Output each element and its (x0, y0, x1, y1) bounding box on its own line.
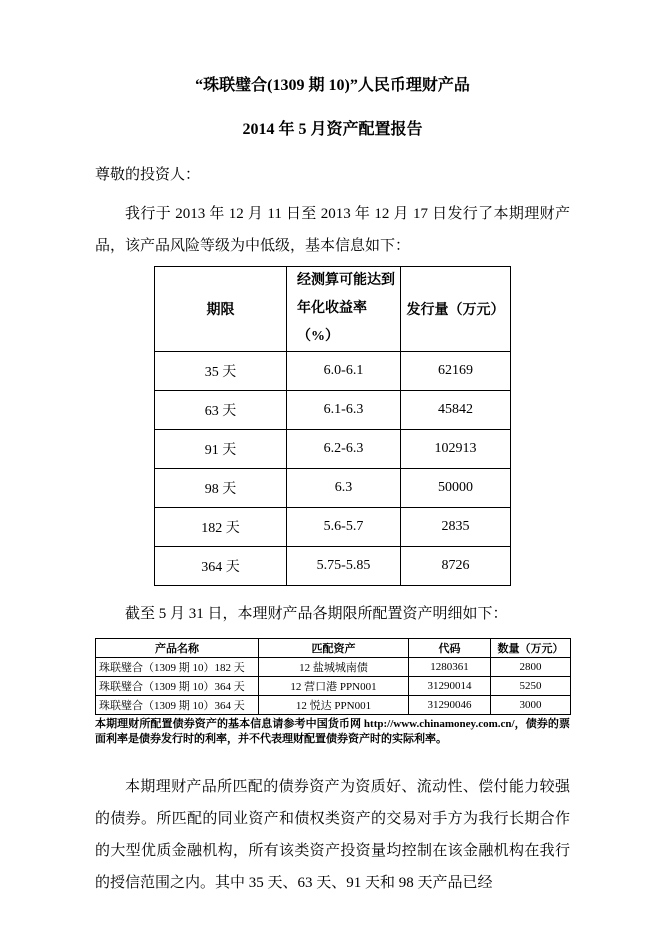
paragraph-issue-info: 我行于 2013 年 12 月 11 日至 2013 年 12 月 17 日发行了本期理财产品，该产品风险等级为中低级，基本信息如下： (95, 206, 570, 254)
cell-term: 98 天 (155, 469, 287, 508)
cell-code: 31290014 (409, 677, 491, 696)
cell-volume: 50000 (401, 469, 511, 508)
paragraph-allocation-intro: 截至 5 月 31 日，本理财产品各期限所配置资产明细如下： (125, 606, 508, 622)
table-row (155, 547, 511, 586)
cell-product-name: 珠联璧合（1309 期 10）182 天 (96, 658, 259, 677)
paragraph-analysis: 本期理财产品所匹配的债券资产为资质好、流动性、偿付能力较强的债券。所匹配的同业资产和债权类资产的交易对手方为我行长期合作的大型优质金融机构，所有该类资产投资量均控制在该金融机构在我行的授信范围之内。其中 35 天、63 天、91 天和 98 天产品已经 (95, 779, 570, 891)
doc-subtitle: 2014 年 5 月资产配置报告 (242, 121, 423, 138)
header-estimated-yield: 经测算可能达到年化收益率 （%） (287, 267, 401, 352)
table-row (96, 677, 571, 696)
table-row (155, 352, 511, 391)
cell-quantity: 2800 (491, 658, 571, 677)
cell-term: 63 天 (155, 391, 287, 430)
asset-allocation-table (95, 638, 571, 715)
cell-term: 182 天 (155, 508, 287, 547)
cell-volume: 45842 (401, 391, 511, 430)
cell-product-name: 珠联璧合（1309 期 10）364 天 (96, 696, 259, 715)
cell-quantity: 3000 (491, 696, 571, 715)
header-term: 期限 (155, 267, 287, 352)
cell-volume: 102913 (401, 430, 511, 469)
cell-volume: 62169 (401, 352, 511, 391)
table-row (155, 430, 511, 469)
cell-yield: 6.2-6.3 (287, 430, 401, 469)
table-header-row (155, 267, 511, 352)
greeting: 尊敬的投资人： (95, 167, 201, 183)
cell-term: 35 天 (155, 352, 287, 391)
cell-code: 1280361 (409, 658, 491, 677)
cell-matched-asset: 12 悦达 PPN001 (259, 696, 409, 715)
product-terms-table (154, 266, 511, 586)
table-row (155, 508, 511, 547)
header-code: 代码 (409, 639, 491, 658)
cell-term: 364 天 (155, 547, 287, 586)
cell-quantity: 5250 (491, 677, 571, 696)
table-row (96, 658, 571, 677)
cell-volume: 8726 (401, 547, 511, 586)
cell-yield: 6.0-6.1 (287, 352, 401, 391)
cell-yield: 6.3 (287, 469, 401, 508)
cell-matched-asset: 12 营口港 PPN001 (259, 677, 409, 696)
cell-yield: 5.75-5.85 (287, 547, 401, 586)
cell-term: 91 天 (155, 430, 287, 469)
cell-yield: 6.1-6.3 (287, 391, 401, 430)
header-quantity: 数量（万元） (491, 639, 571, 658)
table-row (155, 391, 511, 430)
cell-product-name: 珠联璧合（1309 期 10）364 天 (96, 677, 259, 696)
header-issue-volume: 发行量（万元） (401, 267, 511, 352)
header-product-name: 产品名称 (96, 639, 259, 658)
cell-volume: 2835 (401, 508, 511, 547)
doc-title: “珠联璧合(1309 期 10)”人民币理财产品 (195, 77, 470, 94)
table-header-row (96, 639, 571, 658)
cell-yield: 5.6-5.7 (287, 508, 401, 547)
table-row (96, 696, 571, 715)
header-matched-asset: 匹配资产 (259, 639, 409, 658)
cell-code: 31290046 (409, 696, 491, 715)
table-row (155, 469, 511, 508)
bond-info-note: 本期理财所配置债券资产的基本信息请参考中国货币网 http://www.chinamoney.com.cn/，债券的票面利率是债券发行时的利率，并不代表理财配置债券资产时的实际利率。 (95, 718, 570, 745)
cell-matched-asset: 12 盐城城南债 (259, 658, 409, 677)
